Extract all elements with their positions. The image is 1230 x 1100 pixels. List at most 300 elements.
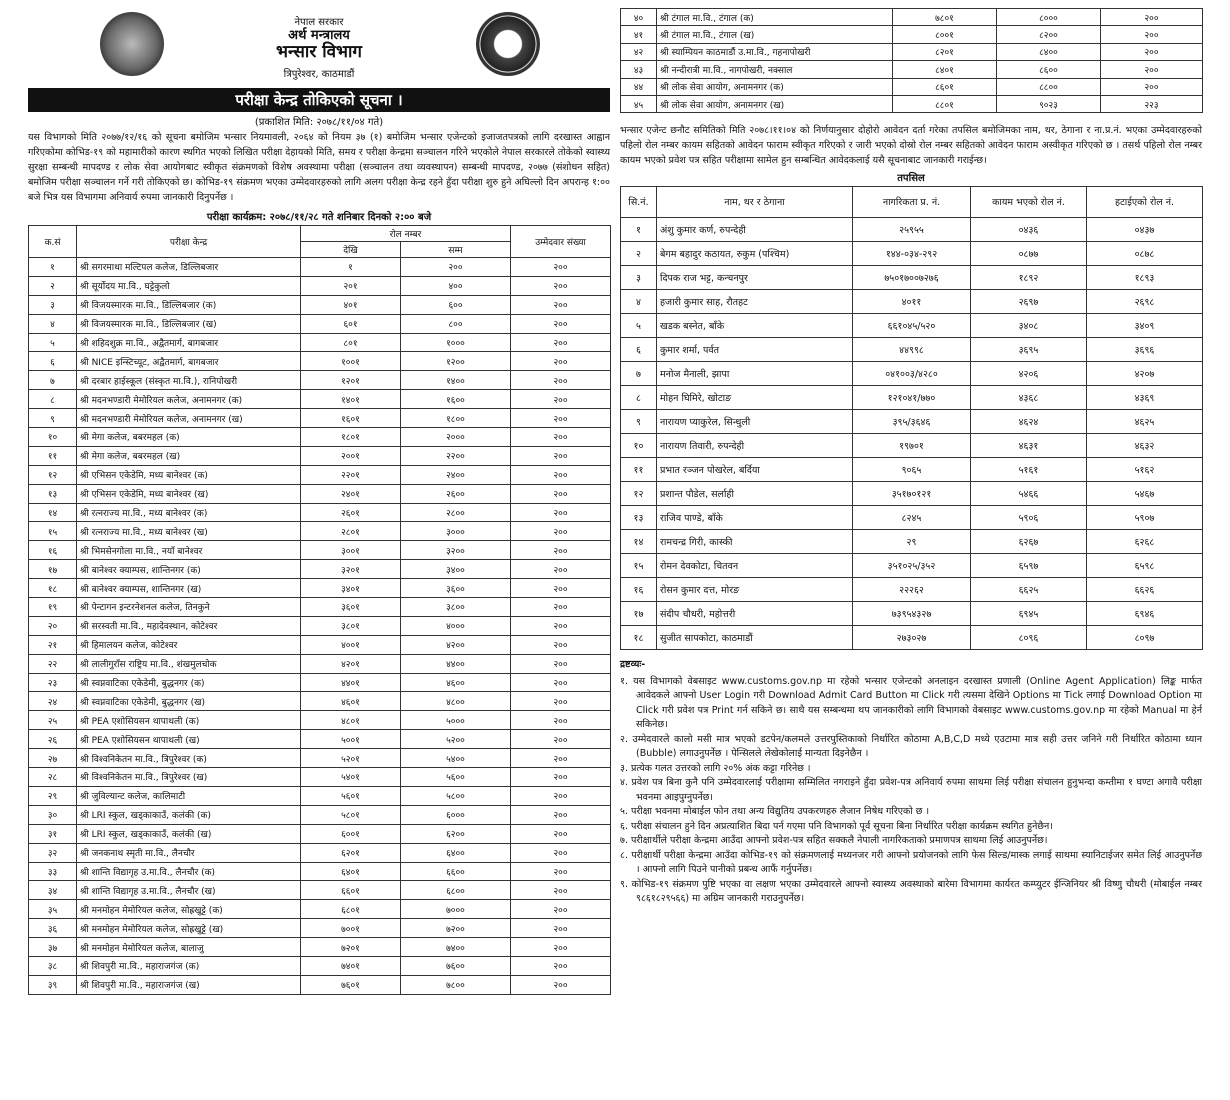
table-row [621, 506, 1203, 530]
table-row [621, 218, 1203, 242]
table-cell: २ [29, 276, 77, 295]
table-row [621, 26, 1203, 43]
table-cell: ७००० [401, 900, 511, 919]
table-cell: ८६०० [997, 61, 1101, 78]
table-row [29, 314, 611, 333]
table-row [29, 862, 611, 881]
table-cell: ८२०१ [893, 43, 997, 60]
table-row [29, 446, 611, 465]
table-cell: ०४१००३/४२८० [853, 362, 971, 386]
table-cell: ५००१ [301, 730, 401, 749]
table-cell: श्री PEA एशोसियसन थापाथली (क) [77, 711, 301, 730]
table-cell: श्री लालीगुराँस राष्ट्रिय मा.वि., शंखमुलचोक [77, 654, 301, 673]
table-cell: २०० [511, 314, 611, 333]
table-row [621, 242, 1203, 266]
table-cell: ३६०१ [301, 598, 401, 617]
table-cell: २०० [511, 484, 611, 503]
table-cell: २०० [511, 900, 611, 919]
table-cell: ७५०१७००७२७६ [853, 266, 971, 290]
table-cell: ४०११ [853, 290, 971, 314]
col-header-name: नाम, थर र ठेगाना [657, 187, 853, 218]
table-row [621, 266, 1203, 290]
table-cell: ४६३२ [1087, 434, 1203, 458]
table-cell: श्री जनकनाथ स्मृती मा.वि., लैनचौर [77, 843, 301, 862]
table-row [621, 482, 1203, 506]
table-cell: १८९२ [971, 266, 1087, 290]
col-header-roll: रोल नम्बर [301, 226, 511, 242]
table-cell: ३ [29, 295, 77, 314]
table-cell: २०० [511, 465, 611, 484]
table-row [29, 352, 611, 371]
table-cell: रोसन कुमार दत्त, मोरङ [657, 578, 853, 602]
table-cell: २०० [511, 258, 611, 277]
table-cell: २४०१ [301, 484, 401, 503]
table-cell: ९०६५ [853, 458, 971, 482]
table-cell: २०० [1101, 43, 1203, 60]
table-cell: ८ [29, 390, 77, 409]
table-cell: श्री मदनभण्डारी मेमोरियल कलेज, अनामनगर (ख) [77, 409, 301, 428]
table-cell: २४०० [401, 465, 511, 484]
duplicate-applicants-table [620, 186, 1203, 650]
table-cell: ६०१ [301, 314, 401, 333]
exam-centers-continued-body [621, 9, 1203, 113]
table-cell: श्री मनमोहन मेमोरियल कलेज, सोह्रखुट्टे (क) [77, 900, 301, 919]
table-cell: २०० [511, 616, 611, 635]
table-cell: ६००१ [301, 824, 401, 843]
table-cell: ०४३७ [1087, 218, 1203, 242]
table-cell: ३४०० [401, 560, 511, 579]
table-cell: ९ [621, 410, 657, 434]
table-row [621, 386, 1203, 410]
table-cell: ०८७७ [971, 242, 1087, 266]
table-cell: दिपक राज भट्ट, कन्चनपुर [657, 266, 853, 290]
table-cell: श्री स्वप्नवाटिका एकेडेमी, बुद्धनगर (क) [77, 673, 301, 692]
ministry-name: अर्थ मन्त्रालय [288, 28, 350, 43]
table-cell: ११ [29, 446, 77, 465]
table-cell: २०० [511, 749, 611, 768]
table-cell: ३० [29, 805, 77, 824]
table-row [621, 554, 1203, 578]
table-cell: ५९०६ [971, 506, 1087, 530]
table-cell: २०० [511, 635, 611, 654]
table-cell: नारायण तिवारी, रुपन्देही [657, 434, 853, 458]
table-cell: ३५ [29, 900, 77, 919]
table-cell: ६६०० [401, 862, 511, 881]
list-label: तपसिल [897, 173, 925, 185]
table-cell: ६६०१ [301, 881, 401, 900]
notes-section [620, 658, 1202, 907]
table-row [29, 465, 611, 484]
department-name: भन्सार विभाग [276, 42, 362, 62]
table-cell: श्री मनमोहन मेमोरियल कलेज, बालाजु [77, 938, 301, 957]
table-cell: २०० [511, 711, 611, 730]
table-cell: १८०० [401, 409, 511, 428]
table-cell: श्री मेगा कलेज, बबरमहल (ख) [77, 446, 301, 465]
table-cell: ८०९६ [971, 626, 1087, 650]
table-cell: ५००० [401, 711, 511, 730]
table-cell: ५६०१ [301, 786, 401, 805]
col-header-sn: सि.नं. [621, 187, 657, 218]
table-cell: २०० [511, 692, 611, 711]
table-cell: १२ [621, 482, 657, 506]
letterhead [28, 8, 610, 88]
table-cell: श्री शिवपुरी मा.वि., महाराजगंज (ख) [77, 975, 301, 994]
note-item: ४. प्रवेश पत्र बिना कुनै पनि उम्मेदवारलाई परीक्षामा सम्मिलित नगराइने हुँदा प्रवेश-पत्र अनिवार्य रुपमा साथमा लिई परीक्षा संचालन हुनुभन्दा कम्तीमा १ घण्टा अगावै परीक्षा भवनमा आइपुग्नुपर्नेछ। [620, 777, 1202, 803]
table-cell: २०० [511, 919, 611, 938]
table-cell: १ [301, 258, 401, 277]
table-cell: ८४०० [997, 43, 1101, 60]
table-cell: रामचन्द्र गिरी, कास्की [657, 530, 853, 554]
table-cell: ४४०१ [301, 673, 401, 692]
table-cell: ६५९७ [971, 554, 1087, 578]
table-cell: ८४०१ [893, 61, 997, 78]
table-cell: २ [621, 242, 657, 266]
table-cell: ४००१ [301, 635, 401, 654]
table-cell: २०० [511, 824, 611, 843]
table-cell: श्री रत्नराज्य मा.वि., मध्य बानेश्वर (ख) [77, 522, 301, 541]
table-cell: २०० [1101, 26, 1203, 43]
table-row [29, 956, 611, 975]
table-row [29, 598, 611, 617]
table-cell: २६०१ [301, 503, 401, 522]
table-cell: श्री विजयस्मारक मा.वि., डिल्लिबजार (ख) [77, 314, 301, 333]
table-cell: ३४०९ [1087, 314, 1203, 338]
table-cell: १ [29, 258, 77, 277]
table-cell: १२०० [401, 352, 511, 371]
table-cell: ७००१ [301, 919, 401, 938]
table-cell: ५२०१ [301, 749, 401, 768]
table-cell: श्री लोक सेवा आयोग, अनामनगर (ख) [657, 95, 893, 112]
table-row [621, 602, 1203, 626]
table-cell: ४६०० [401, 673, 511, 692]
table-cell: ४४०० [401, 654, 511, 673]
table-cell: २६९७ [971, 290, 1087, 314]
table-row [29, 711, 611, 730]
table-row [621, 626, 1203, 650]
table-cell: ८८०१ [893, 95, 997, 112]
table-cell: २२०० [401, 446, 511, 465]
table-row [29, 975, 611, 994]
right-column [620, 8, 1202, 907]
col-header-citizenship: नागरिकता प्र. नं. [853, 187, 971, 218]
table-cell: ८६०१ [893, 78, 997, 95]
table-cell: ०४३६ [971, 218, 1087, 242]
table-cell: २०० [511, 333, 611, 352]
table-cell: ६६२६ [1087, 578, 1203, 602]
table-cell: २७ [29, 749, 77, 768]
table-row [29, 409, 611, 428]
table-cell: श्री दरबार हाईस्कूल (संस्कृत मा.वि.), रानिपोखरी [77, 371, 301, 390]
table-row [29, 295, 611, 314]
table-cell: श्री जुविल्यान्ट कलेज, कालिमाटी [77, 786, 301, 805]
published-date: (प्रकाशित मिति: २०७८/११/०४ गते) [254, 117, 384, 128]
table-cell: ७४०० [401, 938, 511, 957]
table-cell: श्री नन्दीरात्री मा.वि., नागपोखरी, नक्साल [657, 61, 893, 78]
table-cell: २०० [511, 276, 611, 295]
table-row [29, 749, 611, 768]
table-cell: २६९८ [1087, 290, 1203, 314]
table-cell: ३८ [29, 956, 77, 975]
table-cell: श्री स्वप्नवाटिका एकेडेमी, बुद्धनगर (ख) [77, 692, 301, 711]
table-row [29, 768, 611, 787]
table-row [29, 635, 611, 654]
table-cell: श्री शान्ति विद्यागृह उ.मा.वि., लैनचौर (क) [77, 862, 301, 881]
table-cell: ६ [621, 338, 657, 362]
table-cell: ४००० [401, 616, 511, 635]
table-cell: २०० [511, 786, 611, 805]
table-row [621, 43, 1203, 60]
table-cell: १८०१ [301, 428, 401, 447]
table-cell: अंशु कुमार कर्ण, रुपन्देही [657, 218, 853, 242]
table-cell: ३६९५ [971, 338, 1087, 362]
table-row [29, 258, 611, 277]
table-cell: श्री मेगा कलेज, बबरमहल (क) [77, 428, 301, 447]
table-row [29, 484, 611, 503]
table-cell: ४ [29, 314, 77, 333]
col-header-removed-roll: हटाईएको रोल नं. [1087, 187, 1203, 218]
table-row [29, 616, 611, 635]
table-cell: श्री सूर्योदय मा.वि., घट्टेकुलो [77, 276, 301, 295]
table-row [29, 541, 611, 560]
table-cell: ८००१ [893, 26, 997, 43]
schedule-title: परीक्षा कार्यक्रम: २०७८/११/२८ गते शनिबार दिनको २:०० बजे [206, 212, 432, 223]
table-cell: नारायण प्याकुरेल, सिन्धुली [657, 410, 853, 434]
table-cell: ५४०० [401, 749, 511, 768]
table-row [29, 654, 611, 673]
table-cell: ४२०७ [1087, 362, 1203, 386]
table-cell: ३ [621, 266, 657, 290]
table-cell: ८०० [401, 314, 511, 333]
table-cell: १४४-०३४-२९२ [853, 242, 971, 266]
table-cell: ३३ [29, 862, 77, 881]
duplicate-applicants-body [621, 218, 1203, 650]
intro-paragraph: यस विभागको मिति २०७७/१२/१६ को सूचना बमोजिम भन्सार नियमावली, २०६४ को नियम ३७ (१) बमोजिम भन्सार एजेन्टको इजाजतपत्रको लागि दरखास्त आह्वान गरिएकोमा कोभिड-१९ को महामारीको कारण स्थगित भएको लिखित परीक्षा देहायको मिति, समय र परीक्षा केन्द्रमा सञ्चालन गरिने भएकोले नेपाल सरकारले तोकेको स्वास्थ्य सुरक्षा सम्बन्धी मापदण्ड र लोक सेवा आयोगबाट स्वीकृत संक्रमणको विशेष अवस्थामा परीक्षा (सञ्चालन तथा व्यवस्थापन) सम्बन्धी मापदण्ड, २०७७ (संशोधन सहित) बमोजिम परीक्षा सञ्चालन गर्ने गरी तोकिएको छ। कोभिड-१९ संक्रमण भएका उम्मेदवारहरुको लागि अलग परीक्षा केन्द्र रहने हुँदा परीक्षा शुरु हुने अघिल्लो दिन अपरान्ह १:०० बजे भित्र यस विभागमा अनिवार्य रुपमा जानकारी दिनुपर्नेछ । [28, 132, 610, 203]
table-cell: २०० [511, 522, 611, 541]
table-cell: ५६०० [401, 768, 511, 787]
table-cell: ८ [621, 386, 657, 410]
table-cell: २७३०२७ [853, 626, 971, 650]
table-cell: ६८०० [401, 881, 511, 900]
table-cell: श्री सगरमाथा मल्टिपल कलेज, डिल्लिबजार [77, 258, 301, 277]
table-cell: १४ [29, 503, 77, 522]
table-cell: २६०० [401, 484, 511, 503]
table-cell: ५४०१ [301, 768, 401, 787]
note-item: ९. कोभिड-१९ संक्रमण पुष्टि भएका वा लक्षण भएका उम्मेदवारले आफ्नो स्वास्थ्य अवस्थाको बारेमा विभागमा कार्यरत कम्प्युटर ईन्जिनियर श्री विष्णु चौधरी (मोबाईल नम्बर ९८६१८२९५६६) मा अग्रिम जानकारी गराउनुपर्नेछ। [620, 878, 1202, 905]
table-cell: १५ [29, 522, 77, 541]
table-cell: श्री शिवपुरी मा.वि., महाराजगंज (क) [77, 956, 301, 975]
table-row [29, 938, 611, 957]
table-cell: २८०० [401, 503, 511, 522]
table-cell: ४४ [621, 78, 657, 95]
table-row [29, 692, 611, 711]
table-cell: श्री विजयस्मारक मा.वि., डिल्लिबजार (क) [77, 295, 301, 314]
table-cell: १६ [29, 541, 77, 560]
table-cell: २५ [29, 711, 77, 730]
table-cell: १६०० [401, 390, 511, 409]
table-cell: १००१ [301, 352, 401, 371]
exam-centers-continued-table [620, 8, 1203, 113]
table-cell: २५९५५ [853, 218, 971, 242]
table-cell: ८८०० [997, 78, 1101, 95]
table-cell: ६ [29, 352, 77, 371]
table-row [621, 61, 1203, 78]
table-cell: २०० [1101, 9, 1203, 26]
table-cell: ३००० [401, 522, 511, 541]
table-cell: १३ [621, 506, 657, 530]
table-cell: ४५ [621, 95, 657, 112]
table-cell: श्री लोक सेवा आयोग, अनामनगर (क) [657, 78, 893, 95]
table-cell: २८०१ [301, 522, 401, 541]
table-cell: २०० [511, 371, 611, 390]
table-cell: प्रभात रञ्जन पोखरेल, बर्दिया [657, 458, 853, 482]
table-cell: ७ [29, 371, 77, 390]
table-cell: श्री मदनभण्डारी मेमोरियल कलेज, अनामनगर (क) [77, 390, 301, 409]
nepal-emblem-icon [100, 12, 164, 76]
table-cell: ४०१ [301, 295, 401, 314]
table-cell: २०० [511, 409, 611, 428]
table-cell: २८ [29, 768, 77, 787]
table-row [621, 9, 1203, 26]
table-cell: ४८०० [401, 692, 511, 711]
table-cell: २००० [401, 428, 511, 447]
table-cell: श्री शान्ति विद्यागृह उ.मा.वि., लैनचौर (ख) [77, 881, 301, 900]
table-cell: ६६२५ [971, 578, 1087, 602]
table-cell: मोहन घिमिरे, खोटाङ [657, 386, 853, 410]
customs-logo-icon [476, 12, 540, 76]
table-row [621, 95, 1203, 112]
table-row [29, 673, 611, 692]
table-cell: ११ [621, 458, 657, 482]
table-cell: २०० [511, 352, 611, 371]
table-cell: ६००० [401, 805, 511, 824]
table-cell: २०० [511, 654, 611, 673]
table-cell: १७ [29, 560, 77, 579]
table-cell: २०० [511, 560, 611, 579]
table-cell: २०० [511, 446, 611, 465]
table-row [29, 843, 611, 862]
table-cell: श्री हिमालयन कलेज, कोटेश्वर [77, 635, 301, 654]
table-row [621, 410, 1203, 434]
table-cell: ७४०१ [301, 956, 401, 975]
table-cell: ३४ [29, 881, 77, 900]
table-cell: २०० [511, 956, 611, 975]
table-cell: २०० [511, 881, 611, 900]
table-cell: ३२०० [401, 541, 511, 560]
table-cell: २०१ [301, 276, 401, 295]
table-cell: श्री मनमोहन मेमोरियल कलेज, सोह्रखुट्टे (ख) [77, 919, 301, 938]
table-cell: श्री PEA एशोसियसन थापाथली (ख) [77, 730, 301, 749]
table-cell: १४०० [401, 371, 511, 390]
table-cell: ४६०१ [301, 692, 401, 711]
table-cell: ४० [621, 9, 657, 26]
table-cell: १० [29, 428, 77, 447]
table-cell: ५१६१ [971, 458, 1087, 482]
table-cell: २०० [511, 975, 611, 994]
table-cell: २०० [511, 390, 611, 409]
table-cell: १ [621, 218, 657, 242]
table-cell: २०० [511, 541, 611, 560]
table-cell: २०० [511, 768, 611, 787]
table-cell: २०० [401, 258, 511, 277]
table-cell: २०० [1101, 78, 1203, 95]
table-cell: श्री LRI स्कुल, खड्काकाउँ, कलंकी (क) [77, 805, 301, 824]
col-header-to: सम्म [401, 242, 511, 258]
table-cell: कुमार शर्मा, पर्वत [657, 338, 853, 362]
table-cell: ५२०० [401, 730, 511, 749]
table-cell: ४०० [401, 276, 511, 295]
table-cell: २०० [1101, 61, 1203, 78]
table-cell: ७६०० [401, 956, 511, 975]
table-cell: २६ [29, 730, 77, 749]
table-row [29, 522, 611, 541]
table-cell: बेगम बहादुर कठायत, रुकुम (पश्चिम) [657, 242, 853, 266]
table-cell: ८२४५ [853, 506, 971, 530]
table-row [29, 919, 611, 938]
table-cell: ६२०१ [301, 843, 401, 862]
table-cell: श्री सरस्वती मा.वि., महादेवस्थान, कोटेश्वर [77, 616, 301, 635]
table-cell: ८२०० [997, 26, 1101, 43]
table-cell: संदीप चौधरी, महोत्तरी [657, 602, 853, 626]
table-cell: ३२०१ [301, 560, 401, 579]
table-cell: २२२६२ [853, 578, 971, 602]
table-cell: ६९४६ [1087, 602, 1203, 626]
table-cell: ४६३१ [971, 434, 1087, 458]
table-row [29, 560, 611, 579]
table-cell: ०८७८ [1087, 242, 1203, 266]
table-cell: २००१ [301, 446, 401, 465]
table-cell: २०० [511, 428, 611, 447]
col-header-sn: क.सं [29, 226, 77, 258]
table-cell: ३५१७०१२१ [853, 482, 971, 506]
table-cell: ७३९५४३२७ [853, 602, 971, 626]
exam-centers-body [29, 258, 611, 995]
table-cell: १९ [29, 598, 77, 617]
table-cell: २२ [29, 654, 77, 673]
table-cell: ७२०१ [301, 938, 401, 957]
note-item: ३. प्रत्येक गलत उत्तरको लागि २०% अंक कट्टा गरिनेछ । [620, 762, 811, 774]
table-cell: हजारी कुमार साह, रौतहट [657, 290, 853, 314]
table-cell: २०० [511, 730, 611, 749]
table-cell: ९०२३ [997, 95, 1101, 112]
table-row [621, 530, 1203, 554]
table-row [29, 786, 611, 805]
table-cell: १४ [621, 530, 657, 554]
table-cell: ६४०० [401, 843, 511, 862]
table-cell: १८९३ [1087, 266, 1203, 290]
table-row [29, 503, 611, 522]
table-cell: ६२६७ [971, 530, 1087, 554]
table-cell: ४२०६ [971, 362, 1087, 386]
note-item: ५. परीक्षा भवनमा मोबाईल फोन तथा अन्य विद्युतिय उपकरणहरु लैजान निषेध गरिएको छ । [620, 806, 930, 818]
table-row [29, 730, 611, 749]
table-row [621, 458, 1203, 482]
table-cell: ९ [29, 409, 77, 428]
table-cell: ३१ [29, 824, 77, 843]
table-cell: ७६०१ [301, 975, 401, 994]
table-cell: ५८०१ [301, 805, 401, 824]
table-cell: ३८०१ [301, 616, 401, 635]
table-cell: १५ [621, 554, 657, 578]
table-cell: २९ [29, 786, 77, 805]
table-cell: १८ [29, 579, 77, 598]
table-cell: ६२६८ [1087, 530, 1203, 554]
table-cell: ६५९८ [1087, 554, 1203, 578]
table-cell: ८०९७ [1087, 626, 1203, 650]
table-cell: २१ [29, 635, 77, 654]
table-cell: १० [621, 434, 657, 458]
table-cell: ८०१ [301, 333, 401, 352]
table-cell: प्रशान्त पौडेल, सर्लाही [657, 482, 853, 506]
